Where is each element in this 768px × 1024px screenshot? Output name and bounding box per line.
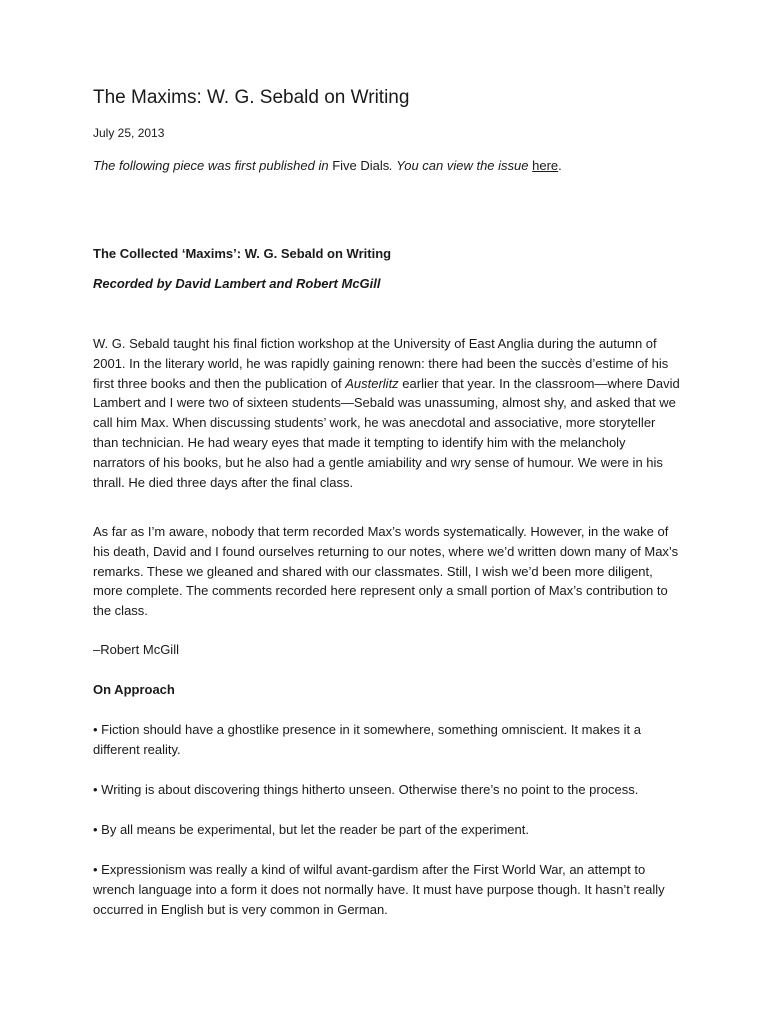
intro-note (93, 157, 562, 175)
maxim-line: • Expressionism was really a kind of wilful avant-gardism after the First World War, an attempt to (93, 862, 646, 877)
paragraph-line: more complete. The comments recorded here represent only a small portion of Max’s contribution to (93, 583, 668, 599)
paragraph-line: W. G. Sebald taught his final fiction workshop at the University of East Anglia during the autumn of (93, 336, 657, 351)
paragraph-line: Lambert and I were two of sixteen students—Sebald was unassuming, almost shy, and asked that we (93, 395, 676, 411)
maxim-line: occurred in English but is very common in German. (93, 901, 388, 917)
maxim-line: • Fiction should have a ghostlike presence in it somewhere, something omniscient. It makes it a (93, 722, 641, 737)
paragraph-line: his death, David and I found ourselves returning to our notes, where we’d written down many of Max’s (93, 543, 679, 559)
collected-heading: The Collected ‘Maxims’: W. G. Sebald on Writing (93, 246, 392, 261)
intro-text-pre: The following piece was first published in (93, 158, 333, 173)
paragraph-line: As far as I’m aware, nobody that term recorded Max’s words systematically. However, in the wake of (93, 524, 669, 539)
intro-text-mid: . You can view the issue (389, 158, 533, 173)
recorded-by: Recorded by David Lambert and Robert McGill (93, 276, 381, 291)
maxim-item (93, 720, 683, 760)
paragraph-line: narrators of his books, but he also had a gentle amiability and wry sense of humour. We were in his (93, 454, 663, 470)
signature: –Robert McGill (93, 642, 179, 657)
maxim-item (93, 820, 683, 840)
paragraph-line: the class. (93, 603, 148, 619)
maxim-item (93, 780, 683, 800)
paragraph-line: than technician. He had weary eyes that made it tempting to identify him with the melancholy (93, 434, 626, 450)
maxim-line: different reality. (93, 741, 181, 757)
paragraph-line: 2001. In the literary world, he was rapidly gaining renown: there had been the succès d’estime of his (93, 355, 669, 371)
issue-link[interactable]: here (532, 158, 559, 173)
publication-name: Five Dials (332, 158, 390, 173)
paragraph-intro (93, 334, 683, 492)
post-date: July 25, 2013 (93, 126, 165, 140)
paragraph-line (93, 374, 683, 394)
maxim-line: • By all means be experimental, but let the reader be part of the experiment. (93, 822, 529, 837)
intro-text-post: . (558, 158, 562, 173)
paragraph-line: call him Max. When discussing students’ work, he was anecdotal and associative, more storyteller (93, 415, 656, 431)
text-fragment: first three books and then the publication of (93, 375, 346, 391)
book-title: Austerlitz (345, 375, 399, 391)
paragraph-line: thrall. He died three days after the final class. (93, 474, 354, 490)
maxim-item (93, 860, 683, 919)
maxim-line: wrench language into a form it does not normally have. It must have purpose though. It hasn’t really (93, 881, 665, 897)
maxim-line: • Writing is about discovering things hitherto unseen. Otherwise there’s no point to the process. (93, 782, 639, 797)
section-heading: On Approach (93, 682, 175, 697)
paragraph-notes (93, 522, 683, 621)
article-title: The Maxims: W. G. Sebald on Writing (93, 87, 410, 108)
paragraph-line: remarks. These we gleaned and shared with our classmates. Still, I wish we’d been more diligent, (93, 563, 653, 579)
text-fragment: earlier that year. In the classroom—where David (398, 375, 680, 391)
